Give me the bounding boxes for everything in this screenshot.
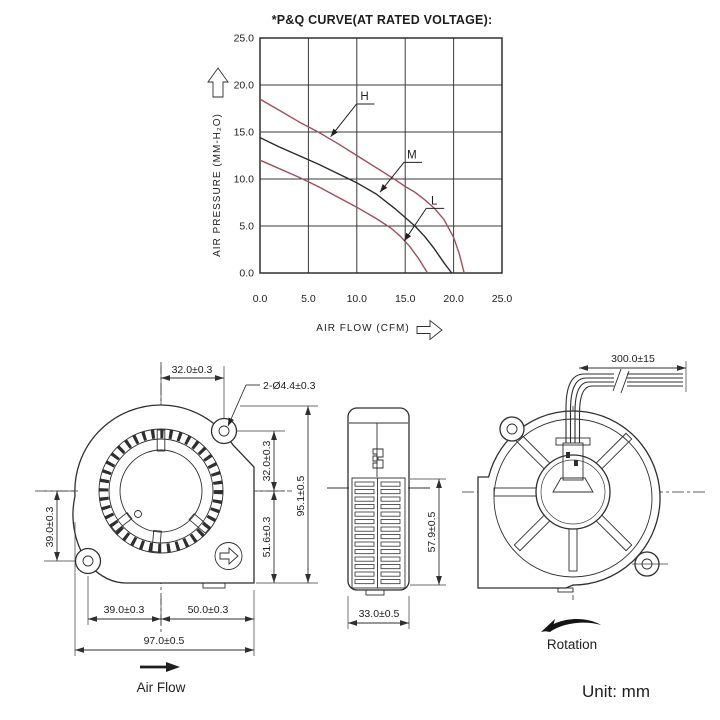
louver-slat: [355, 542, 374, 546]
louver-slat: [355, 490, 374, 494]
y-axis-title: AIR PRESSURE (MM-H₂O): [212, 113, 223, 257]
louver-slat: [355, 557, 374, 561]
x-tick-label: 5.0: [301, 293, 316, 305]
dim-left-offset: 39.0±0.3: [44, 506, 56, 548]
dim-right-lower: 51.6±0.3: [261, 516, 273, 558]
louver-slat: [381, 527, 400, 531]
x-tick-label: 15.0: [394, 293, 416, 305]
louver-slat: [381, 565, 400, 569]
dim-top-width: 32.0±0.3: [171, 364, 213, 376]
y-tick-label: 15.0: [233, 126, 254, 139]
dim-overall-width: 97.0±0.5: [143, 635, 185, 647]
dim-overall-height: 95.1±0.5: [295, 475, 307, 517]
pq-curve-chart: [208, 13, 512, 340]
front-view-drawing: [35, 362, 318, 695]
louver-slat: [355, 550, 374, 554]
x-tick-label: 10.0: [346, 293, 368, 305]
x-tick-label: 0.0: [252, 293, 268, 305]
louver-slat: [381, 505, 400, 509]
rotation-label: Rotation: [546, 637, 598, 652]
side-bottom-tab: [366, 590, 384, 595]
unit-label: Unit: mm: [582, 682, 650, 701]
louver-slat: [381, 497, 400, 501]
dim-mounting-holes: 2-Ø4.4±0.3: [263, 380, 316, 392]
air-flow-arrowhead-icon: [166, 662, 180, 672]
louver-slat: [381, 482, 400, 486]
louver-slat: [381, 535, 400, 539]
louver-slat: [381, 572, 400, 576]
y-tick-label: 25.0: [233, 32, 254, 45]
louver-slat: [355, 505, 374, 509]
louver-slat: [355, 580, 374, 584]
housing-bottom-tab: [203, 583, 225, 588]
y-tick-label: 5.0: [239, 220, 254, 233]
plot-area: [234, 33, 513, 306]
y-tick-label: 0.0: [239, 267, 254, 280]
louver-slat: [381, 557, 400, 561]
curve-label-M: M: [407, 149, 417, 162]
chart-title: *P&Q CURVE(AT RATED VOLTAGE):: [271, 13, 493, 27]
louver-slat: [381, 490, 400, 494]
x-tick-label: 25.0: [491, 293, 513, 305]
dim-right-upper: 32.0±0.3: [261, 440, 273, 482]
rear-view-drawing: [462, 353, 706, 652]
mounting-ear: [76, 549, 101, 574]
curve-label-H: H: [360, 91, 369, 104]
louver-slat: [381, 580, 400, 584]
mounting-ear: [500, 417, 524, 441]
curve-label-leader: [380, 162, 404, 192]
louver-slat: [355, 497, 374, 501]
louver-slat: [381, 542, 400, 546]
dim-bottom-left: 39.0±0.3: [103, 604, 145, 616]
x-tick-label: 20.0: [443, 293, 464, 305]
curve-label-leader: [404, 208, 426, 241]
dim-side-width: 33.0±0.5: [358, 608, 400, 620]
louver-slat: [381, 520, 400, 524]
mounting-ear: [212, 419, 237, 444]
y-tick-label: 20.0: [233, 79, 254, 92]
right-arrow-icon: [417, 321, 442, 340]
louver-slat: [381, 512, 400, 516]
x-axis-title: AIR FLOW (CFM): [316, 323, 410, 334]
air-flow-label: Air Flow: [136, 680, 186, 695]
louver-slat: [355, 535, 374, 539]
up-arrow-icon: [208, 68, 228, 97]
curve-label-L: L: [431, 195, 438, 208]
louver-slat: [355, 520, 374, 524]
y-tick-label: 10.0: [233, 173, 254, 186]
louver-slat: [355, 565, 374, 569]
louver-slat: [381, 550, 400, 554]
dim-wire-length: 300.0±15: [611, 353, 655, 365]
side-view-drawing: [327, 408, 446, 629]
curve-M: [260, 138, 452, 273]
louver-slat: [355, 482, 374, 486]
plot-border: [260, 38, 502, 273]
dim-side-height: 57.9±0.5: [426, 511, 438, 553]
dim-bottom-right: 50.0±0.3: [187, 604, 229, 616]
louver-slat: [355, 572, 374, 576]
louver-slat: [355, 527, 374, 531]
louver-slat: [355, 512, 374, 516]
